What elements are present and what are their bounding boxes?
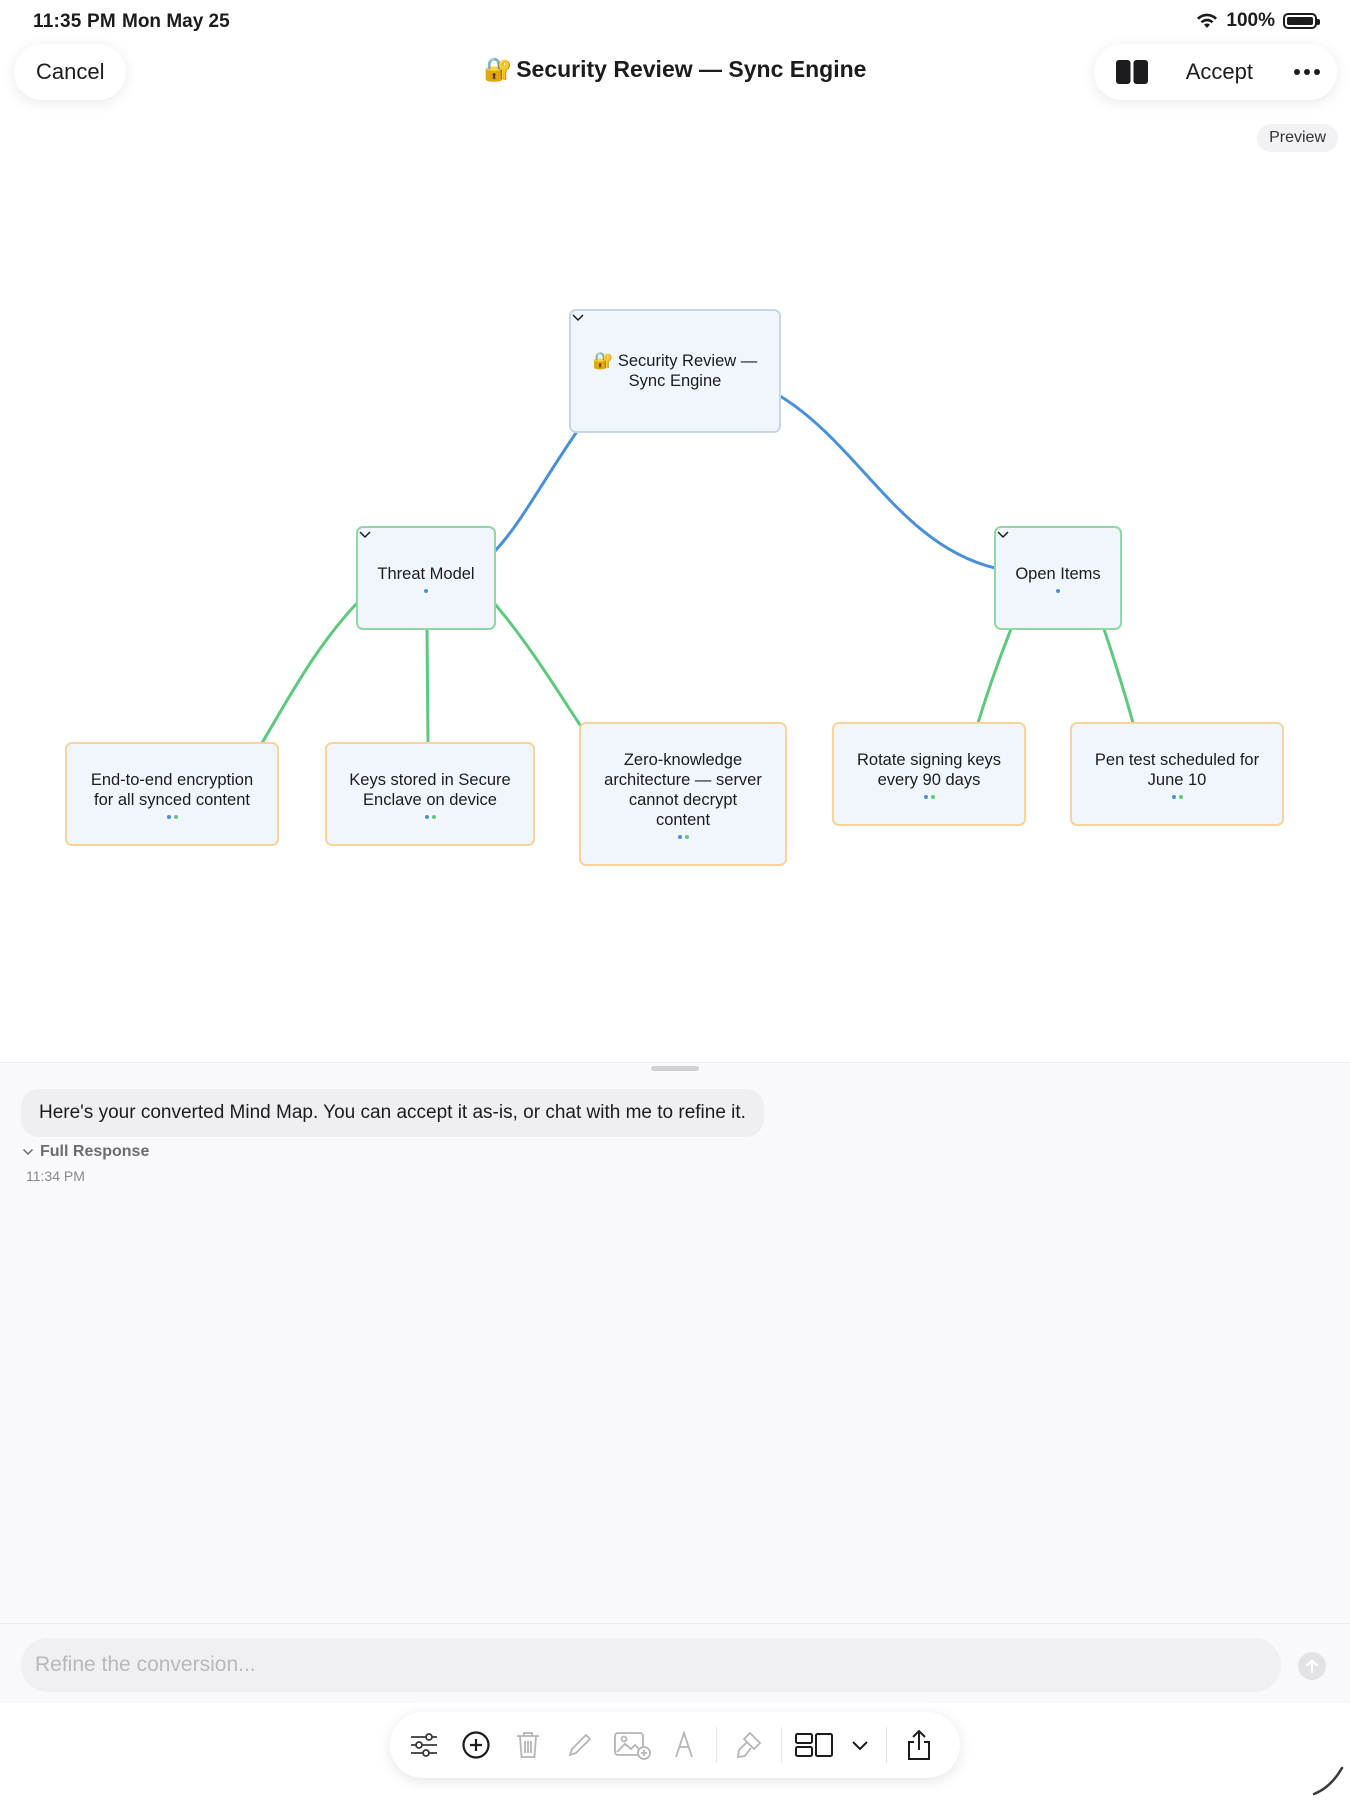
- bottom-toolbar: [390, 1712, 960, 1778]
- child-indicator: [424, 589, 428, 593]
- leaf-node-line: every 90 days: [877, 770, 981, 789]
- format-brush-button[interactable]: [723, 1719, 775, 1771]
- lock-key-icon: 🔐: [592, 352, 614, 370]
- layout-options-button[interactable]: [840, 1719, 880, 1771]
- leaf-indicator: [167, 815, 178, 819]
- leaf-node-secure-enclave[interactable]: [325, 742, 535, 846]
- branch-node-label: Threat Model: [377, 564, 475, 583]
- resize-grabber[interactable]: [651, 1066, 699, 1071]
- chevron-down-icon: [22, 1148, 34, 1156]
- send-button[interactable]: [1298, 1652, 1326, 1680]
- battery-percent: 100%: [1226, 10, 1275, 31]
- leaf-node-line: Zero-knowledge: [623, 750, 743, 769]
- message-timestamp: 11:34 PM: [26, 1168, 85, 1184]
- chevron-down-icon: [851, 1739, 869, 1751]
- status-date: Mon May 25: [122, 11, 230, 32]
- branch-node-label: Open Items: [1015, 564, 1101, 583]
- title-text: Security Review — Sync Engine: [516, 56, 867, 82]
- refine-input[interactable]: [21, 1638, 1281, 1692]
- root-node[interactable]: [569, 309, 781, 433]
- leaf-node-e2e-encryption[interactable]: [65, 742, 279, 846]
- chevron-down-icon[interactable]: [571, 313, 585, 322]
- leaf-node-line: architecture — server: [604, 770, 762, 789]
- leaf-node-line: for all synced content: [94, 790, 250, 809]
- mind-map-canvas[interactable]: [0, 160, 1350, 1060]
- status-indicators: [1196, 10, 1317, 32]
- leaf-node-pen-test[interactable]: [1070, 722, 1284, 826]
- link-threat-model-enclave: [427, 629, 428, 743]
- text-style-icon: [672, 1730, 696, 1760]
- sliders-icon: [409, 1732, 439, 1758]
- leaf-indicator: [678, 835, 689, 839]
- edit-button[interactable]: [554, 1719, 606, 1771]
- toolbar-divider: [886, 1727, 887, 1763]
- insert-image-button[interactable]: [606, 1719, 658, 1771]
- root-node-line2: Sync Engine: [628, 372, 722, 390]
- paintbrush-icon: [734, 1729, 764, 1761]
- leaf-node-line: Rotate signing keys: [857, 750, 1001, 769]
- toolbar-divider: [716, 1727, 717, 1763]
- chevron-down-icon[interactable]: [996, 530, 1010, 539]
- child-indicator: [1056, 589, 1060, 593]
- text-style-button[interactable]: [658, 1719, 710, 1771]
- wifi-icon: [1196, 13, 1218, 29]
- link-root-threat-model: [494, 430, 578, 552]
- branch-node-open-items[interactable]: [994, 526, 1122, 630]
- more-options-button[interactable]: [1291, 68, 1323, 76]
- leaf-node-line: Pen test scheduled for: [1094, 750, 1260, 769]
- link-open-items-rotate: [978, 629, 1011, 723]
- share-icon: [905, 1728, 933, 1762]
- leaf-node-line: content: [655, 810, 711, 829]
- leaf-node-rotate-keys[interactable]: [832, 722, 1026, 826]
- pencil-icon: [566, 1731, 594, 1759]
- status-bar: [0, 0, 1350, 42]
- leaf-indicator: [1172, 795, 1183, 799]
- leaf-indicator: [425, 815, 436, 819]
- arrow-up-icon: [1305, 1658, 1319, 1674]
- pencil-hover-indicator: [1310, 1762, 1346, 1798]
- branch-node-threat-model[interactable]: [356, 526, 496, 630]
- link-threat-model-e2e: [262, 603, 357, 743]
- layout-icon: [794, 1731, 834, 1759]
- add-node-button[interactable]: [450, 1719, 502, 1771]
- share-button[interactable]: [893, 1719, 945, 1771]
- trash-icon: [515, 1730, 541, 1760]
- layout-button[interactable]: [788, 1719, 840, 1771]
- leaf-node-zero-knowledge[interactable]: [579, 722, 787, 866]
- root-node-line1: Security Review —: [617, 352, 758, 370]
- header-actions: [1094, 44, 1337, 100]
- toolbar-divider: [781, 1727, 782, 1763]
- accept-button[interactable]: Accept: [1185, 59, 1253, 84]
- link-threat-model-zero-knowledge: [494, 603, 582, 728]
- split-view-icon: [1115, 59, 1149, 85]
- leaf-node-line: cannot decrypt: [628, 790, 738, 809]
- leaf-indicator: [924, 795, 935, 799]
- chat-panel: [0, 1062, 1350, 1702]
- chevron-down-icon[interactable]: [358, 530, 372, 539]
- leaf-node-line: Keys stored in Secure: [349, 770, 511, 789]
- split-view-button[interactable]: [1112, 52, 1152, 92]
- link-root-open-items: [780, 396, 995, 568]
- chat-input-area: [0, 1623, 1350, 1703]
- cancel-button[interactable]: Cancel: [14, 44, 126, 100]
- lock-key-icon: 🔐: [483, 56, 513, 82]
- connection-lines: [0, 160, 1350, 1060]
- preview-badge: Preview: [1257, 124, 1338, 152]
- leaf-node-line: End-to-end encryption: [90, 770, 254, 789]
- status-time: 11:35 PM: [33, 11, 116, 32]
- link-open-items-pentest: [1104, 629, 1133, 723]
- add-circle-icon: [461, 1730, 491, 1760]
- full-response-label: Full Response: [40, 1143, 150, 1160]
- settings-button[interactable]: [398, 1719, 450, 1771]
- leaf-node-line: June 10: [1147, 770, 1207, 789]
- battery-icon: [1283, 13, 1317, 29]
- full-response-toggle[interactable]: [22, 1143, 149, 1161]
- delete-button[interactable]: [502, 1719, 554, 1771]
- leaf-node-line: Enclave on device: [363, 790, 497, 809]
- assistant-message: Here's your converted Mind Map. You can accept it as-is, or chat with me to refine it.: [21, 1089, 764, 1137]
- ellipsis-icon: [1293, 68, 1321, 76]
- add-image-icon: [613, 1730, 651, 1760]
